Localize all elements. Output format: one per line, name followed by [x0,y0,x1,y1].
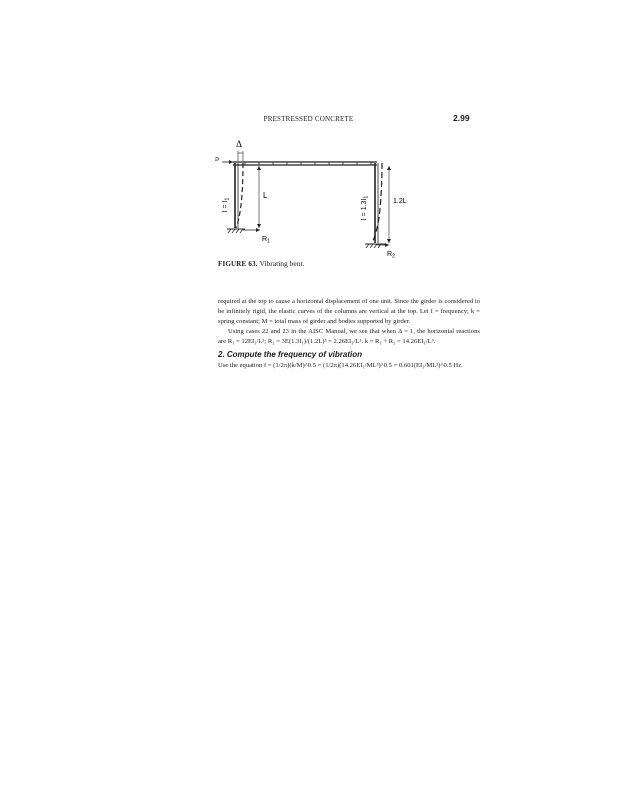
paragraph-2: Using cases 22 and 23 in the AISC Manual, we see that when Δ = 1, the horizontal reactions are R₁ = 12EI₁/L³; R₂ = 3E(1.3I₁)/(1.2L)³ = 2.26EI₁/L³. k = R₁ + R₂ = 14.26EI₁/L³. [218,328,480,345]
step-2-text: Use the equation f = (1/2π)(k/M)^0.5 = (1/2π)(14.26EI₁/ML³)^0.5 = 0.601(EI₁/ML³)^0.5 Hz. [218,362,463,369]
paragraph-1: required at the top to cause a horizontal displacement of one unit. Since the girder is considered to be infinitely rigid, the elastic curves of the columns are vertical at the top. Let f = frequency; k = spring constant; M = total mass of girder and bodies supported by girder. [218,298,480,325]
reaction-right-label: $R_2$ [387,251,395,258]
figure-caption [218,259,304,268]
step-2-heading: 2. Compute the frequency of vibration [218,350,363,359]
reaction-left-label: $R_1$ [262,236,270,245]
reaction-right-subscript: 2 [392,253,395,258]
figure-caption-number: FIGURE 63. [218,260,258,268]
force-label: υ [212,157,221,161]
displacement-marker [238,151,243,161]
right-inertia-subscript: 1 [363,195,370,199]
right-column [365,163,385,248]
reaction-left-arrow [243,228,260,232]
page-number: 2.99 [453,113,470,123]
force-arrow [222,160,233,164]
delta-label: Δ [236,139,242,149]
body-text [218,297,480,347]
figure-caption-text: Vibrating bent. [259,259,305,268]
left-inertia-subscript: 1 [224,197,231,201]
left-height-dimension [257,166,261,228]
left-inertia-label: $I = I_1$ [222,197,231,213]
left-height-label: L [263,191,268,200]
reaction-left-subscript: 1 [267,238,270,245]
girder [233,162,377,165]
right-inertia-label: $I = 1.3I_1$ [361,195,370,221]
running-title: PRESTRESSED CONCRETE [263,115,354,123]
right-height-label: 1.2L [393,198,407,205]
right-height-dimension [387,166,391,243]
vibrating-bent-figure [205,133,415,258]
